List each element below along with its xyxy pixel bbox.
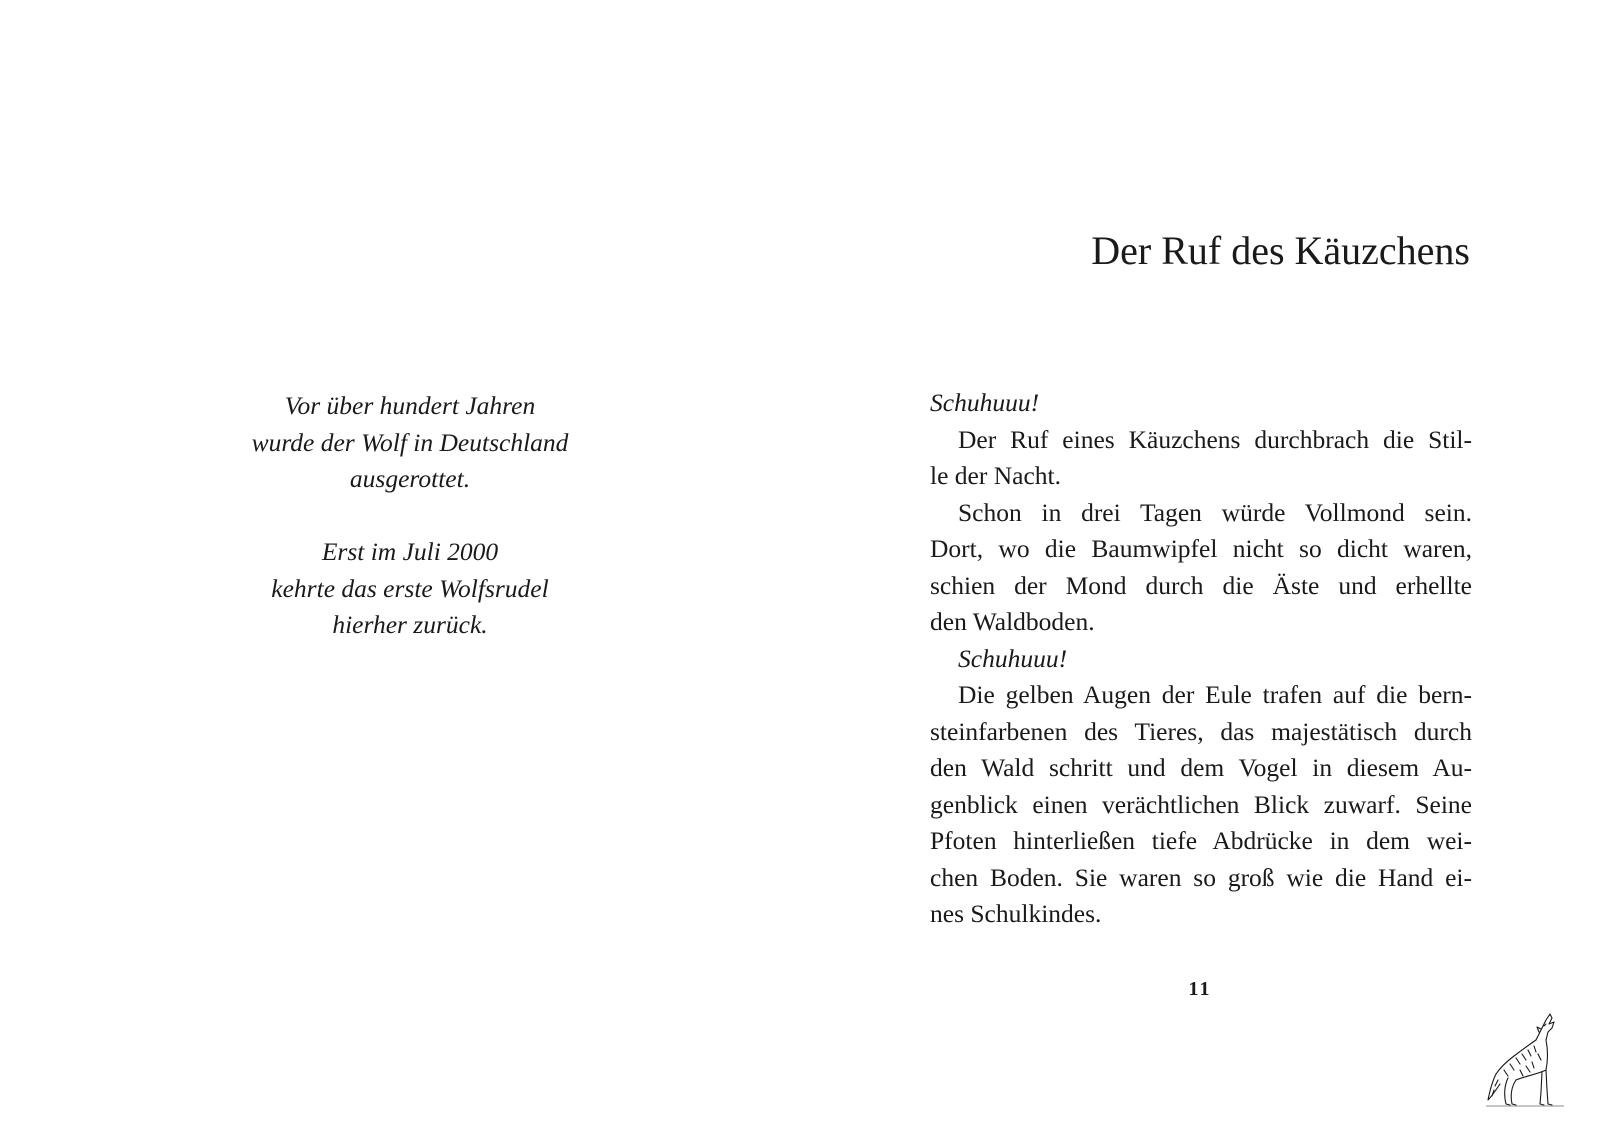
body-line: steinfarbenen des Tieres, das majestätisch durch — [930, 716, 1472, 746]
body-line: Schuhuuu! — [930, 388, 1040, 417]
epigraph-line: Erst im Juli 2000 — [321, 537, 499, 566]
epigraph-line: kehrte das erste Wolfsrudel — [271, 573, 549, 603]
epigraph-line: ausgerottet. — [349, 464, 471, 493]
stanza-gap — [210, 498, 610, 535]
epigraph-line: Vor über hundert Jahren — [284, 391, 536, 420]
howling-wolf-icon — [1486, 1010, 1566, 1110]
page-number: 11 — [1188, 978, 1212, 1000]
body-line: Der Ruf eines Käuzchens durchbrach die Stil- — [958, 424, 1472, 454]
chapter-body — [930, 385, 1472, 933]
body-line: Schuhuuu! — [958, 643, 1068, 673]
epigraph-line: wurde der Wolf in Deutschland — [251, 427, 569, 457]
body-line: Die gelben Augen der Eule trafen auf die bern- — [958, 680, 1472, 709]
body-line: chen Boden. Sie waren so groß wie die Hand ei- — [930, 862, 1472, 892]
body-line: nes Schulkindes. — [930, 899, 1102, 928]
body-line: le der Nacht. — [930, 461, 1061, 490]
chapter-title: Der Ruf des Käuzchens — [1091, 228, 1470, 273]
body-line: Schon in drei Tagen würde Vollmond sein. — [958, 497, 1472, 527]
body-line: genblick einen verächtlichen Blick zuwarf. Seine — [930, 789, 1472, 819]
epigraph — [210, 388, 610, 644]
body-line: Pfoten hinterließen tiefe Abdrücke in dem wei- — [930, 826, 1472, 855]
body-line: Dort, wo die Baumwipfel nicht so dicht waren, — [930, 534, 1472, 563]
body-line: den Wald schritt und dem Vogel in diesem Au- — [930, 753, 1472, 782]
body-line: schien der Mond durch die Äste und erhellte — [930, 570, 1472, 600]
body-line: den Waldboden. — [930, 607, 1095, 636]
epigraph-line: hierher zurück. — [332, 610, 488, 639]
